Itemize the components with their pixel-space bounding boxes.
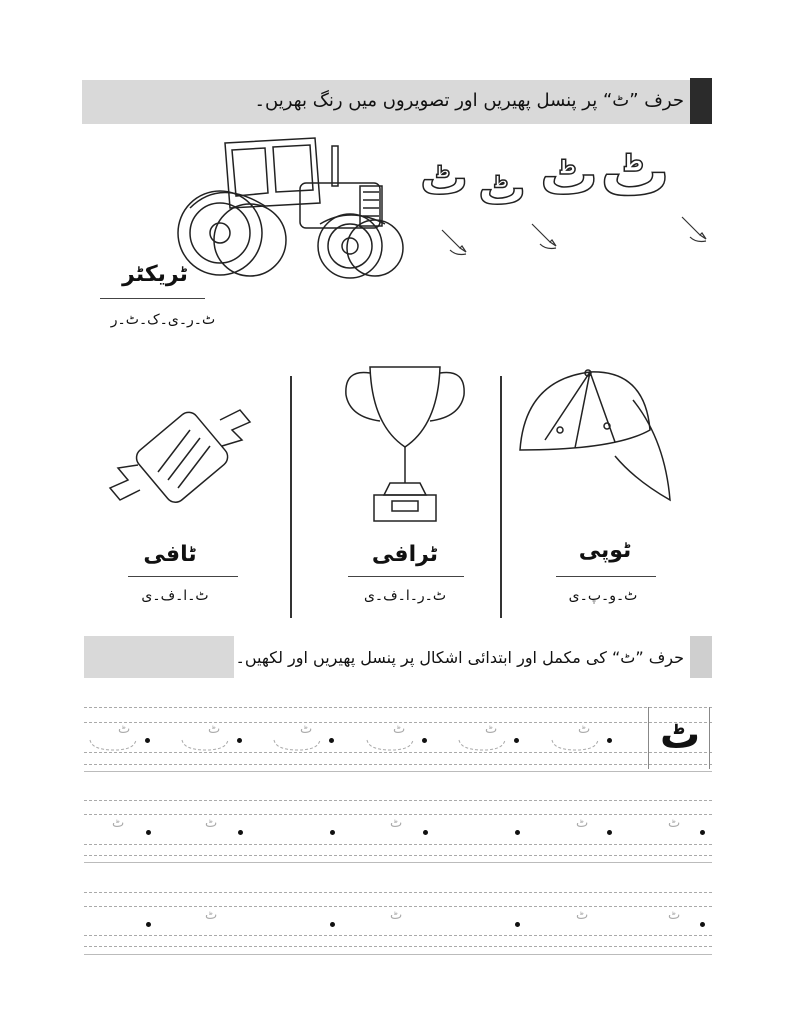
trace-mark: ٹ: [205, 816, 218, 831]
dot: [330, 922, 335, 927]
cap-split: ٹ۔و۔پ۔ی: [568, 588, 638, 604]
guide-line: [84, 892, 712, 893]
guide-line: [84, 906, 712, 907]
banner-tab-2: [690, 636, 712, 678]
guide-line: [84, 764, 712, 765]
trace-stroke: [88, 738, 138, 752]
trace-letter-3: ٹ: [540, 140, 599, 208]
dot: [330, 830, 335, 835]
trace-letter-1: ٹ: [420, 150, 469, 206]
cap-icon: [515, 360, 675, 510]
tractor-split: ٹ۔ر۔ی۔ک۔ٹ۔ر: [110, 312, 216, 328]
trace-mark: ٹ: [485, 722, 498, 737]
dot: [423, 830, 428, 835]
dot: [607, 738, 612, 743]
instruction-banner-2: [84, 636, 234, 678]
dot: [700, 830, 705, 835]
tractor-icon: [170, 128, 410, 288]
pencil-hand-icon: [440, 228, 470, 258]
dot: [238, 830, 243, 835]
column-divider: [500, 376, 502, 618]
cap-word: ٹوپی: [578, 538, 632, 563]
model-letter: ٹ: [660, 712, 701, 758]
tractor-underline: [100, 298, 205, 299]
guide-line: [84, 707, 712, 708]
guide-line: [84, 935, 712, 936]
trace-mark: ٹ: [390, 816, 403, 831]
guide-line: [84, 814, 712, 815]
column-divider: [290, 376, 292, 618]
guide-line: [84, 946, 712, 947]
guide-line: [84, 855, 712, 856]
tractor-word: ٹریکٹر: [122, 262, 188, 287]
cap-underline: [556, 576, 656, 577]
trophy-word: ٹرافی: [371, 542, 439, 567]
trace-mark: ٹ: [208, 722, 221, 737]
trace-mark: ٹ: [576, 908, 589, 923]
guide-line: [84, 800, 712, 801]
pencil-hand-icon: [680, 215, 710, 245]
dot: [515, 922, 520, 927]
trace-mark: ٹ: [668, 908, 681, 923]
trace-letter-2: ٹ: [478, 160, 527, 216]
dot: [146, 922, 151, 927]
dot: [515, 830, 520, 835]
dot: [514, 738, 519, 743]
trophy-underline: [348, 576, 464, 577]
trace-mark: ٹ: [118, 722, 131, 737]
pencil-hand-icon: [530, 222, 560, 252]
guide-line: [84, 862, 712, 863]
trace-mark: ٹ: [390, 908, 403, 923]
toffee-word: ٹافی: [143, 542, 197, 567]
dot: [700, 922, 705, 927]
banner-tab-1: [690, 78, 712, 124]
trace-mark: ٹ: [393, 722, 406, 737]
trophy-icon: [340, 355, 470, 525]
trace-mark: ٹ: [300, 722, 313, 737]
trace-letter-4: ٹ: [600, 130, 671, 212]
trace-stroke: [272, 738, 322, 752]
trace-mark: ٹ: [576, 816, 589, 831]
trace-mark: ٹ: [205, 908, 218, 923]
trace-mark: ٹ: [668, 816, 681, 831]
trace-stroke: [180, 738, 230, 752]
guide-line: [84, 954, 712, 955]
guide-line: [84, 844, 712, 845]
toffee-icon: [100, 380, 270, 530]
guide-line: [84, 752, 712, 753]
trophy-split: ٹ۔ر۔ا۔ف۔ی: [363, 588, 447, 604]
trace-stroke: [365, 738, 415, 752]
toffee-underline: [128, 576, 238, 577]
dot: [146, 830, 151, 835]
dot: [329, 738, 334, 743]
dot: [145, 738, 150, 743]
instruction-text-2: حرف ”ٹ“ کی مکمل اور ابتدائی اشکال پر پنسل پھیریں اور لکھیں۔: [235, 648, 684, 667]
dot: [607, 830, 612, 835]
toffee-split: ٹ۔ا۔ف۔ی: [141, 588, 209, 604]
instruction-text-1: حرف ”ٹ“ پر پنسل پھیریں اور تصویروں میں رنگ بھریں۔: [254, 90, 684, 111]
guide-line: [84, 771, 712, 772]
dot: [422, 738, 427, 743]
trace-mark: ٹ: [578, 722, 591, 737]
trace-stroke: [457, 738, 507, 752]
trace-mark: ٹ: [112, 816, 125, 831]
dot: [237, 738, 242, 743]
trace-stroke: [550, 738, 600, 752]
